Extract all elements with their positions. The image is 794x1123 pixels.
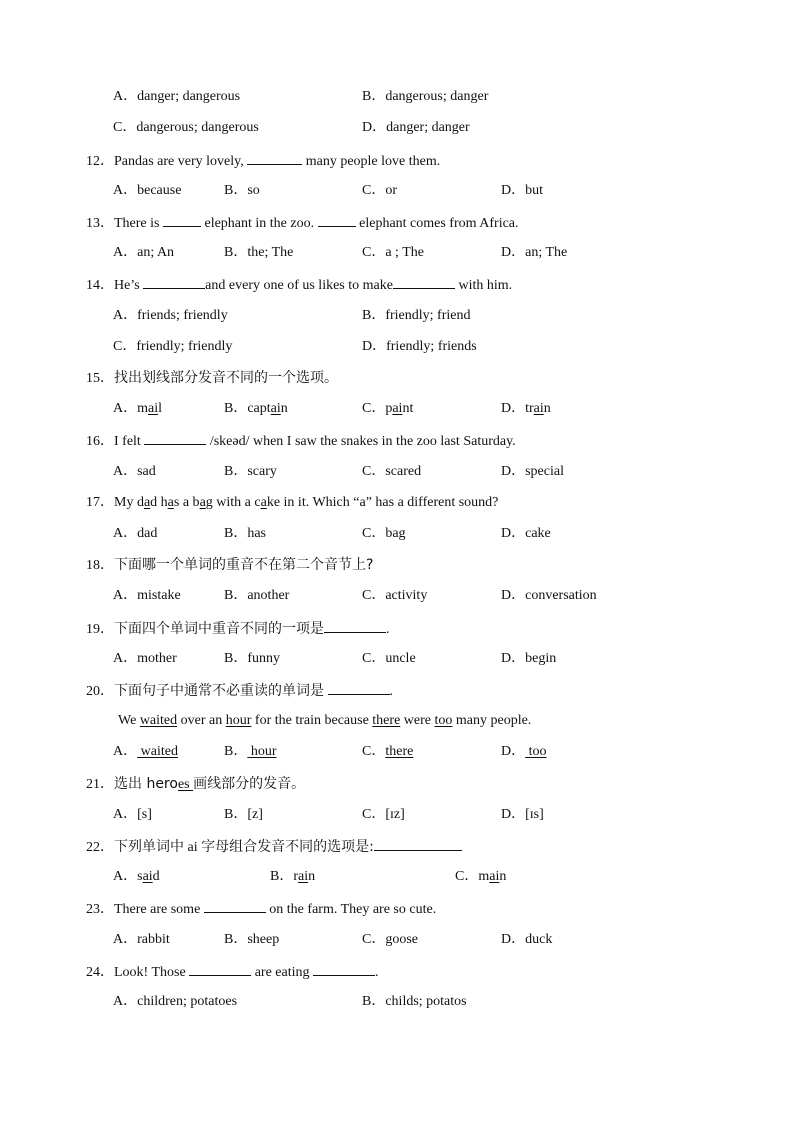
answer-blank[interactable]	[324, 619, 386, 633]
question-number: 19．	[86, 622, 114, 637]
question-22: 22．下列单词中 ai 字母组合发音不同的选项是:	[86, 837, 462, 857]
question-20: 20．下面句子中通常不必重读的单词是 .	[86, 683, 393, 699]
answer-blank[interactable]	[143, 275, 205, 289]
q15-option-b[interactable]: B．captain	[224, 401, 288, 416]
q18-option-d[interactable]: D．conversation	[501, 588, 597, 603]
q16-option-c[interactable]: C．scared	[362, 464, 422, 479]
question-18	[86, 556, 373, 575]
q14-option-a[interactable]: A．friends; friendly	[113, 308, 228, 323]
question-number: 13．	[86, 216, 114, 231]
q11-option-b[interactable]: B．dangerous; danger	[362, 89, 489, 104]
q15-option-c[interactable]: C．paint	[362, 401, 414, 416]
answer-blank[interactable]	[204, 899, 266, 913]
question-text: and every one of us likes to make	[205, 278, 393, 293]
q24-option-a[interactable]: A．children; potatoes	[113, 994, 238, 1009]
question-19: 19．下面四个单词中重音不同的一项是 .	[86, 621, 390, 637]
question-number: 20．	[86, 684, 114, 699]
question-text: Pandas are very lovely,	[114, 154, 244, 169]
question-number: 23．	[86, 902, 114, 917]
q19-option-b[interactable]: B．funny	[224, 651, 280, 666]
q20-option-c[interactable]: C．there	[362, 744, 414, 759]
question-number: 17．	[86, 495, 114, 510]
answer-blank[interactable]	[189, 962, 251, 976]
answer-blank[interactable]	[328, 681, 390, 695]
question-text: 下面句子中通常不必重读的单词是	[114, 683, 324, 699]
q11-option-c[interactable]: C．dangerous; dangerous	[113, 120, 259, 135]
question-23: 23．There are some on the farm. They are so cute.	[86, 899, 436, 919]
question-number: 21．	[86, 777, 114, 792]
q16-option-a[interactable]: A．sad	[113, 464, 156, 479]
q17-option-a[interactable]: A．dad	[113, 526, 158, 541]
q13-option-d[interactable]: D．an; The	[501, 245, 568, 260]
q23-option-b[interactable]: B．sheep	[224, 932, 280, 947]
answer-blank[interactable]	[163, 213, 201, 227]
q17-option-c[interactable]: C．bag	[362, 526, 406, 541]
q17-option-d[interactable]: D．cake	[501, 526, 551, 541]
question-text: I felt	[114, 434, 141, 449]
answer-blank[interactable]	[318, 213, 356, 227]
q16-option-b[interactable]: B．scary	[224, 464, 277, 479]
question-text: There is	[114, 216, 160, 231]
q12-option-d[interactable]: D．but	[501, 183, 543, 198]
q12-option-b[interactable]: B．so	[224, 183, 260, 198]
question-text: 下面四个单词中重音不同的一项是	[114, 621, 324, 637]
q14-option-b[interactable]: B．friendly; friend	[362, 308, 471, 323]
question-21: 21．选出 heroes 画线部分的发音。	[86, 776, 306, 792]
q24-option-b[interactable]: B．childs; potatos	[362, 994, 467, 1009]
question-number: 15．	[86, 371, 114, 386]
answer-blank[interactable]	[313, 962, 375, 976]
q11-option-a[interactable]: A．danger; dangerous	[113, 89, 241, 104]
q22-option-b[interactable]: B．rain	[270, 869, 316, 884]
question-number: 18．	[86, 558, 114, 573]
q19-option-c[interactable]: C．uncle	[362, 651, 416, 666]
q23-option-c[interactable]: C．goose	[362, 932, 418, 947]
question-text: elephant comes from Africa.	[359, 216, 519, 231]
q17-option-b[interactable]: B．has	[224, 526, 266, 541]
q20-sentence: We waited over an hour for the train because there were too many people.	[118, 713, 532, 728]
q21-option-b[interactable]: B．[z]	[224, 807, 263, 822]
q19-option-a[interactable]: A．mother	[113, 651, 177, 666]
answer-blank[interactable]	[247, 151, 302, 165]
q13-option-b[interactable]: B．the; The	[224, 245, 294, 260]
answer-blank[interactable]	[374, 837, 462, 851]
question-24: 24．Look! Those are eating .	[86, 962, 378, 982]
q11-option-d[interactable]: D．danger; danger	[362, 120, 470, 135]
q19-option-d[interactable]: D．begin	[501, 651, 557, 666]
q12-option-c[interactable]: C．or	[362, 183, 397, 198]
answer-blank[interactable]	[144, 431, 206, 445]
q22-option-a[interactable]: A．said	[113, 869, 160, 884]
question-text: /skeəd/ when I saw the snakes in the zoo last Saturday.	[209, 434, 516, 449]
answer-blank[interactable]	[393, 275, 455, 289]
q16-option-d[interactable]: D．special	[501, 464, 564, 479]
q23-option-a[interactable]: A．rabbit	[113, 932, 170, 947]
q15-option-a[interactable]: A．mail	[113, 401, 162, 416]
question-17: 17．My dad has a bag with a cake in it. Which “a” has a different sound?	[86, 495, 499, 510]
q15-option-d[interactable]: D．train	[501, 401, 551, 416]
q23-option-d[interactable]: D．duck	[501, 932, 553, 947]
q21-option-c[interactable]: C．[ɪz]	[362, 807, 405, 822]
q12-option-a[interactable]: A．because	[113, 183, 182, 198]
question-13	[86, 213, 519, 233]
question-text: many people love them.	[305, 154, 441, 169]
question-12	[86, 151, 440, 171]
question-14	[86, 275, 512, 295]
question-text: 下面哪一个单词的重音不在第二个音节上?	[114, 557, 374, 573]
q22-option-c[interactable]: C．main	[455, 869, 507, 884]
q13-option-a[interactable]: A．an; An	[113, 245, 175, 260]
q18-option-b[interactable]: B．another	[224, 588, 290, 603]
question-16	[86, 431, 516, 451]
q14-option-c[interactable]: C．friendly; friendly	[113, 339, 233, 354]
q20-option-b[interactable]: B． hour	[224, 744, 277, 759]
question-text: He’s	[114, 278, 140, 293]
q13-option-c[interactable]: C．a ; The	[362, 245, 424, 260]
question-number: 24．	[86, 965, 114, 980]
q14-option-d[interactable]: D．friendly; friends	[362, 339, 477, 354]
q21-option-d[interactable]: D．[ɪs]	[501, 807, 544, 822]
q20-option-d[interactable]: D． too	[501, 744, 547, 759]
question-number: 12．	[86, 154, 114, 169]
q18-option-c[interactable]: C．activity	[362, 588, 428, 603]
question-number: 14．	[86, 278, 114, 293]
question-number: 22．	[86, 840, 114, 855]
question-15	[86, 369, 338, 388]
question-text: elephant in the zoo.	[204, 216, 315, 231]
question-number: 16．	[86, 434, 114, 449]
q20-option-a[interactable]: A． waited	[113, 744, 178, 759]
q18-option-a[interactable]: A．mistake	[113, 588, 181, 603]
question-text: with him.	[458, 278, 513, 293]
question-text: 找出划线部分发音不同的一个选项。	[114, 370, 338, 386]
q21-option-a[interactable]: A．[s]	[113, 807, 152, 822]
